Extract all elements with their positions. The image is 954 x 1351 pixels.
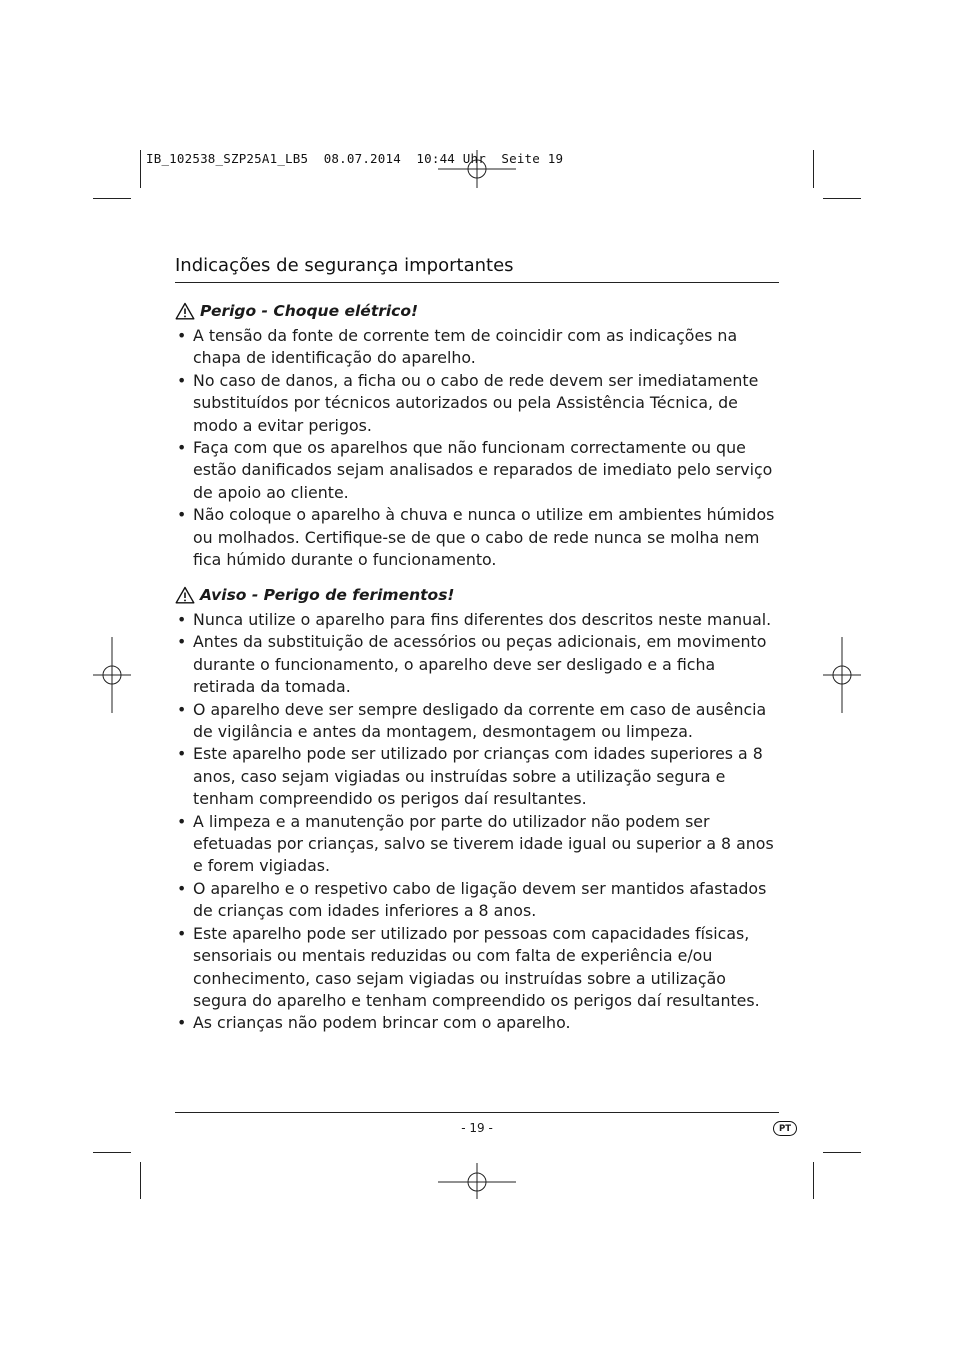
section-heading-text: Perigo - Choque elétrico! (200, 302, 419, 320)
crop-mark (823, 1152, 861, 1153)
crop-mark (140, 150, 141, 188)
section-heading-text: Aviso - Perigo de ferimentos! (200, 586, 455, 604)
list-item: • A tensão da fonte de corrente tem de coincidir com as indicações na chapa de identificação do aparelho. (175, 325, 779, 370)
section-heading-electric-shock (175, 302, 418, 320)
crop-mark (823, 198, 861, 199)
list-item: • O aparelho e o respetivo cabo de ligação devem ser mantidos afastados de crianças com idades inferiores a 8 anos. (175, 878, 779, 923)
warning-triangle-icon (175, 586, 195, 604)
safety-list-injury (175, 609, 779, 1035)
crop-mark (93, 198, 131, 199)
crop-mark (93, 1152, 131, 1153)
crop-mark (813, 150, 814, 188)
list-item: • O aparelho deve ser sempre desligado da corrente em caso de ausência de vigilância e antes da montagem, desmontagem ou limpeza. (175, 699, 779, 744)
safety-list-electric (175, 325, 779, 571)
registration-mark-icon (93, 637, 131, 713)
section-heading-injury (175, 586, 455, 604)
list-item: • Este aparelho pode ser utilizado por crianças com idades superiores a 8 anos, caso sejam vigiadas ou instruídas sobre a utilização segura e tenham compreendido os perigos daí resultantes. (175, 743, 779, 810)
registration-mark-icon (438, 1163, 516, 1199)
warning-triangle-icon (175, 302, 195, 320)
list-item: • Antes da substituição de acessórios ou peças adicionais, em movimento durante o funcionamento, o aparelho deve ser desligado e a ficha retirada da tomada. (175, 631, 779, 698)
print-slug: IB_102538_SZP25A1_LB5 08.07.2014 10:44 Uhr Seite 19 (146, 151, 564, 166)
crop-mark (140, 1162, 141, 1199)
list-item: • As crianças não podem brincar com o aparelho. (175, 1012, 779, 1034)
crop-mark (813, 1162, 814, 1199)
page-number: - 19 - (461, 1121, 493, 1135)
language-badge: PT (773, 1121, 797, 1136)
page-title: Indicações de segurança importantes (175, 255, 514, 276)
list-item: • Faça com que os aparelhos que não funcionam correctamente ou que estão danificados sejam analisados e reparados de imediato pelo serviço de apoio ao cliente. (175, 437, 779, 504)
list-item: • A limpeza e a manutenção por parte do utilizador não podem ser efetuadas por crianças, salvo se tiverem idade igual ou superior a 8 anos e forem vigiadas. (175, 811, 779, 878)
list-item: • Não coloque o aparelho à chuva e nunca o utilize em ambientes húmidos ou molhados. Certifique-se de que o cabo de rede nunca se molha nem fica húmido durante o funcionamento. (175, 504, 779, 571)
registration-mark-icon (823, 637, 861, 713)
list-item: • Nunca utilize o aparelho para fins diferentes dos descritos neste manual. (175, 609, 779, 631)
list-item: • No caso de danos, a ficha ou o cabo de rede devem ser imediatamente substituídos por técnicos autorizados ou pela Assistência Técnica, de modo a evitar perigos. (175, 370, 779, 437)
list-item: • Este aparelho pode ser utilizado por pessoas com capacidades físicas, sensoriais ou mentais reduzidas ou com falta de experiência e/ou conhecimento, caso sejam vigiadas ou instruídas sobre a utilização segura do aparelho e tenham compreendido os perigos daí resultantes. (175, 923, 779, 1013)
footer-rule (175, 1112, 779, 1113)
title-rule (175, 282, 779, 283)
